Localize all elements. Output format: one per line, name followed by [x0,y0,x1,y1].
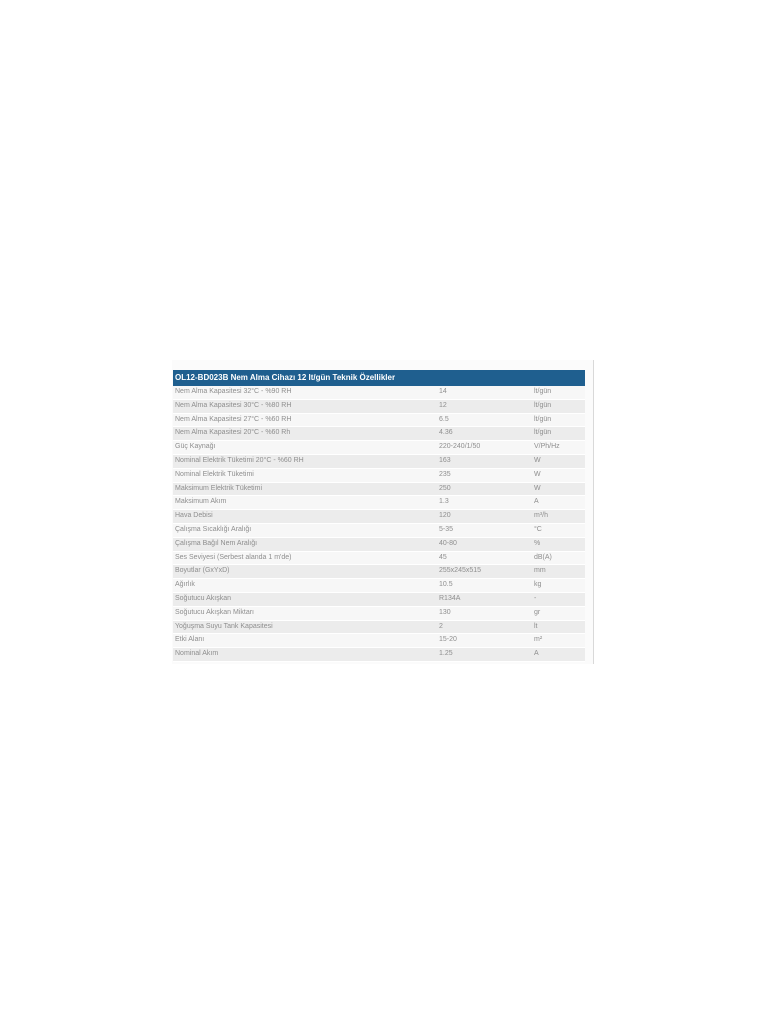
spec-unit: - [532,592,585,606]
spec-unit: m² [532,634,585,648]
spec-value: R134A [437,592,532,606]
table-row [173,551,585,565]
spec-value: 120 [437,510,532,524]
spec-name: Güç Kaynağı [173,441,437,455]
spec-name: Nominal Elektrik Tüketimi 20°C - %60 RH [173,454,437,468]
spec-value: 6.5 [437,413,532,427]
table-row [173,606,585,620]
table-row [173,592,585,606]
spec-name: Nominal Elektrik Tüketimi [173,468,437,482]
spec-value: 5-35 [437,523,532,537]
table-row [173,579,585,593]
spec-panel [172,360,594,664]
spec-name: Maksimum Elektrik Tüketimi [173,482,437,496]
spec-value: 40-80 [437,537,532,551]
spec-value: 130 [437,606,532,620]
spec-value: 15-20 [437,634,532,648]
table-row [173,565,585,579]
table-row [173,427,585,441]
spec-name: Etki Alanı [173,634,437,648]
table-row [173,510,585,524]
spec-name: Soğutucu Akışkan [173,592,437,606]
spec-name: Nem Alma Kapasitesi 20°C - %60 Rh [173,427,437,441]
spec-unit: % [532,537,585,551]
spec-unit: mm [532,565,585,579]
spec-name: Boyutlar (GxYxD) [173,565,437,579]
spec-name: Nem Alma Kapasitesi 32°C - %90 RH [173,386,437,399]
spec-name: Hava Debisi [173,510,437,524]
spec-name: Çalışma Sıcaklığı Aralığı [173,523,437,537]
spec-value: 235 [437,468,532,482]
spec-unit: gr [532,606,585,620]
spec-name: Çalışma Bağıl Nem Aralığı [173,537,437,551]
table-row [173,496,585,510]
table-row [173,537,585,551]
spec-name: Nem Alma Kapasitesi 27°C - %60 RH [173,413,437,427]
spec-unit: kg [532,579,585,593]
spec-value: 1.25 [437,648,532,662]
spec-value: 255x245x515 [437,565,532,579]
spec-value: 12 [437,399,532,413]
spec-unit: lt [532,620,585,634]
table-row [173,399,585,413]
spec-unit: W [532,454,585,468]
spec-unit: lt/gün [532,386,585,399]
spec-value: 4.36 [437,427,532,441]
table-row [173,413,585,427]
spec-unit: °C [532,523,585,537]
spec-unit: W [532,468,585,482]
spec-name: Yoğuşma Suyu Tank Kapasitesi [173,620,437,634]
table-row [173,482,585,496]
spec-name: Nominal Akım [173,648,437,662]
table-title: OL12-BD023B Nem Alma Cihazı 12 lt/gün Teknik Özellikler [173,370,585,386]
spec-value: 10.5 [437,579,532,593]
spec-value: 2 [437,620,532,634]
spec-unit: A [532,648,585,662]
table-row [173,468,585,482]
table-row [173,441,585,455]
spec-value: 14 [437,386,532,399]
spec-name: Ağırlık [173,579,437,593]
spec-unit: lt/gün [532,413,585,427]
table-row [173,634,585,648]
table-row [173,454,585,468]
table-row [173,648,585,662]
spec-value: 220-240/1/50 [437,441,532,455]
spec-value: 1.3 [437,496,532,510]
table-title-row [173,370,585,386]
spec-value: 250 [437,482,532,496]
spec-value: 163 [437,454,532,468]
spec-unit: lt/gün [532,399,585,413]
spec-unit: dB(A) [532,551,585,565]
spec-table [173,370,585,662]
spec-unit: A [532,496,585,510]
spec-unit: m³/h [532,510,585,524]
spec-name: Nem Alma Kapasitesi 30°C - %80 RH [173,399,437,413]
spec-unit: lt/gün [532,427,585,441]
table-row [173,386,585,399]
table-row [173,620,585,634]
table-row [173,523,585,537]
spec-name: Ses Seviyesi (Serbest alanda 1 m'de) [173,551,437,565]
spec-name: Maksimum Akım [173,496,437,510]
spec-name: Soğutucu Akışkan Miktarı [173,606,437,620]
spec-unit: V/Ph/Hz [532,441,585,455]
spec-value: 45 [437,551,532,565]
spec-unit: W [532,482,585,496]
